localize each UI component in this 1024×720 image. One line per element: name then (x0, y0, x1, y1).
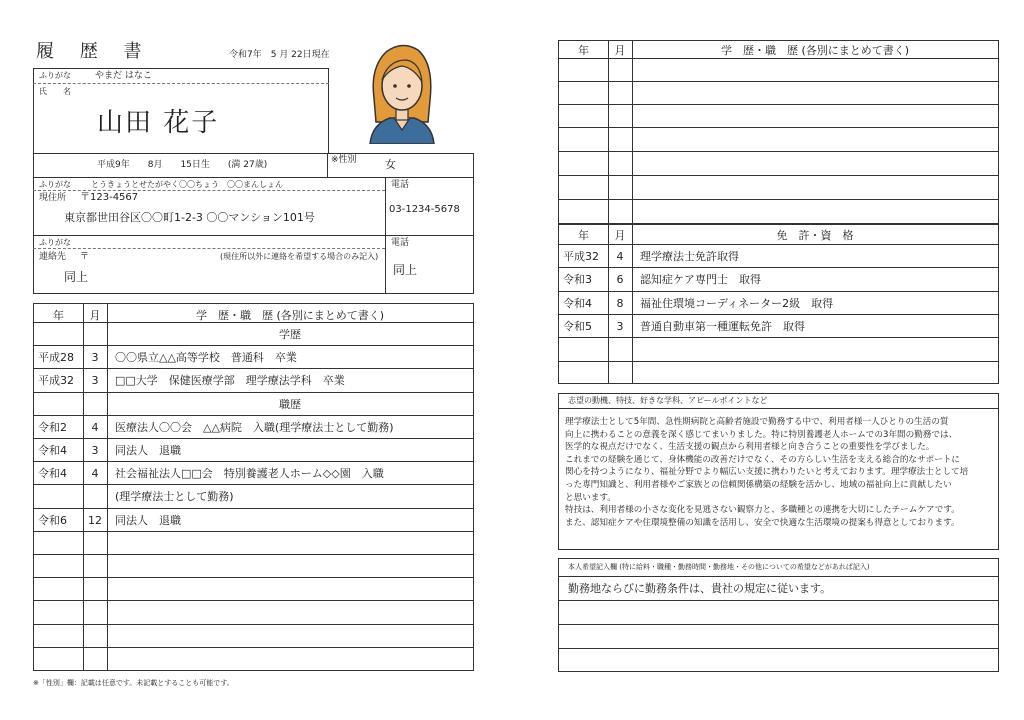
contact-furigana-label: ふりがな (39, 238, 71, 247)
row-year: 令和2 (38, 420, 67, 434)
name-label: 氏 名 (39, 87, 71, 96)
phone-value: 03-1234-5678 (389, 204, 460, 215)
contact-phone-label: 電話 (391, 238, 410, 248)
furigana-label: ふりがな (39, 71, 71, 80)
row-month: 6 (616, 273, 624, 287)
motivation-text: 理学療法士として5年間、急性期病院と高齢者施設で勤務する中で、利用者様一人ひとりの生活の質 向上に携わることの意義を深く感じてまいりました。特に特別養護老人ホームでの3年間の勤務では、 医学的な視点だけでなく、生活支援の観点から利用者様と向き合うことの重要性を学びました。 これまでの経験を通じて、身体機能の改善だけでなく、その方らしい生活を支える総合的なサポートに 関心を持つようになり、福祉分野でより幅広い支援に携わりたいと考えております。理学療法士として培 った専門知識と、利用者様やご家族との信頼関係構築の経験を活かし、地域の福祉向上に貢献したい と思います。 特技は、利用者様の小さな変化を見逃さない観察力と、多職種との連携を大切にしたチームケアです。 また、認知症ケアや住環境整備の知識を活用し、安全で快適な生活環境の提案も得意としております。 (565, 417, 969, 528)
motivation-label: 志望の動機、特技、好きな学科、アピールポイントなど (568, 396, 768, 405)
gender-label: ※性別 (331, 155, 357, 165)
row-year: 令和3 (563, 273, 592, 287)
contact-label: 連絡先 (39, 252, 67, 262)
row-month: 3 (91, 444, 99, 457)
row-description: 同法人 退職 (115, 513, 181, 527)
footnote: ※「性別」欄：記載は任意です。未記載とすることも可能です。 (33, 679, 234, 687)
row-description: 学歴 (279, 328, 301, 341)
name-furigana: やまだ はなこ (95, 71, 152, 81)
row-year: 令和5 (563, 319, 592, 333)
row-month: 3 (91, 374, 99, 388)
row-year: 平成28 (38, 351, 74, 365)
row-month: 12 (88, 513, 102, 527)
right-col-year-header: 年 (578, 44, 589, 57)
license-table (558, 224, 999, 384)
col-desc-header: 学 歴・職 歴 (各別にまとめて書く) (195, 309, 385, 322)
row-month: 4 (91, 420, 99, 434)
row-month: 8 (616, 296, 624, 310)
row-year: 令和4 (38, 444, 67, 457)
wishes-label: 本人希望記入欄 (特に給料・職種・勤務時間・勤務地・その他についての希望などがあれば記入) (568, 563, 870, 571)
license-col-month-header: 月 (614, 229, 626, 242)
row-month: 3 (91, 351, 99, 365)
right-col-desc-header: 学 歴・職 歴 (各別にまとめて書く) (720, 44, 910, 57)
address-label: 現住所 (39, 193, 67, 203)
contact-note: (現住所以外に連絡を希望する場合のみ記入) (220, 252, 379, 261)
row-description: 社会福祉法人□□会 特別養護老人ホーム◇◇園 入職 (115, 467, 384, 481)
license-col-year-header: 年 (578, 229, 589, 242)
row-description: 普通自動車第一種運転免許 取得 (640, 319, 805, 333)
contact-postal: 〒 (80, 252, 90, 262)
row-year: 令和6 (38, 513, 67, 527)
col-year-header: 年 (53, 309, 64, 322)
row-year: 令和4 (38, 467, 67, 481)
row-month: 3 (616, 319, 624, 333)
row-year: 平成32 (38, 374, 74, 388)
row-description: 職歴 (279, 397, 301, 411)
license-col-desc-header: 免 許・資 格 (776, 229, 854, 242)
row-description: 〇〇県立△△高等学校 普通科 卒業 (115, 351, 297, 365)
row-month: 4 (616, 250, 624, 263)
wishes-text: 勤務地ならびに勤務条件は、貴社の規定に従います。 (568, 582, 832, 595)
contact-phone-value: 同上 (393, 263, 418, 277)
row-year: 令和4 (563, 296, 592, 310)
birth-date: 平成9年 8月 15日生 (満 27歳) (97, 160, 268, 170)
applicant-name: 山田 花子 (97, 108, 220, 138)
row-year: 平成32 (563, 250, 599, 263)
contact-value: 同上 (64, 270, 89, 284)
history-table-right (558, 40, 999, 224)
right-col-month-header: 月 (614, 44, 626, 57)
gender-value: 女 (385, 158, 396, 171)
address-value: 東京都世田谷区〇〇町1-2-3 〇〇マンション101号 (64, 211, 315, 224)
row-description: (理学療法士として勤務) (115, 490, 234, 504)
phone-label: 電話 (391, 180, 410, 190)
date-line: 令和7年 5 月 22日現在 (229, 50, 330, 60)
address-furigana-label: ふりがな (39, 180, 71, 189)
row-month: 4 (91, 467, 99, 481)
row-description: □□大学 保健医療学部 理学療法学科 卒業 (115, 374, 345, 388)
row-description: 福祉住環境コーディネーター2級 取得 (640, 296, 834, 310)
history-table-left (33, 303, 474, 671)
row-description: 医療法人〇〇会 △△病院 入職(理学療法士として勤務) (115, 420, 394, 434)
postal-code: 〒123-4567 (80, 192, 139, 203)
page-title: 履 歴 書 (36, 41, 152, 62)
col-month-header: 月 (89, 309, 101, 322)
address-furigana: とうきょうとせたがやく〇〇ちょう 〇〇まんしょん (91, 180, 283, 189)
portrait-photo (366, 38, 438, 144)
row-description: 認知症ケア専門士 取得 (640, 273, 761, 287)
row-description: 理学療法士免許取得 (640, 250, 739, 263)
row-description: 同法人 退職 (115, 444, 181, 457)
